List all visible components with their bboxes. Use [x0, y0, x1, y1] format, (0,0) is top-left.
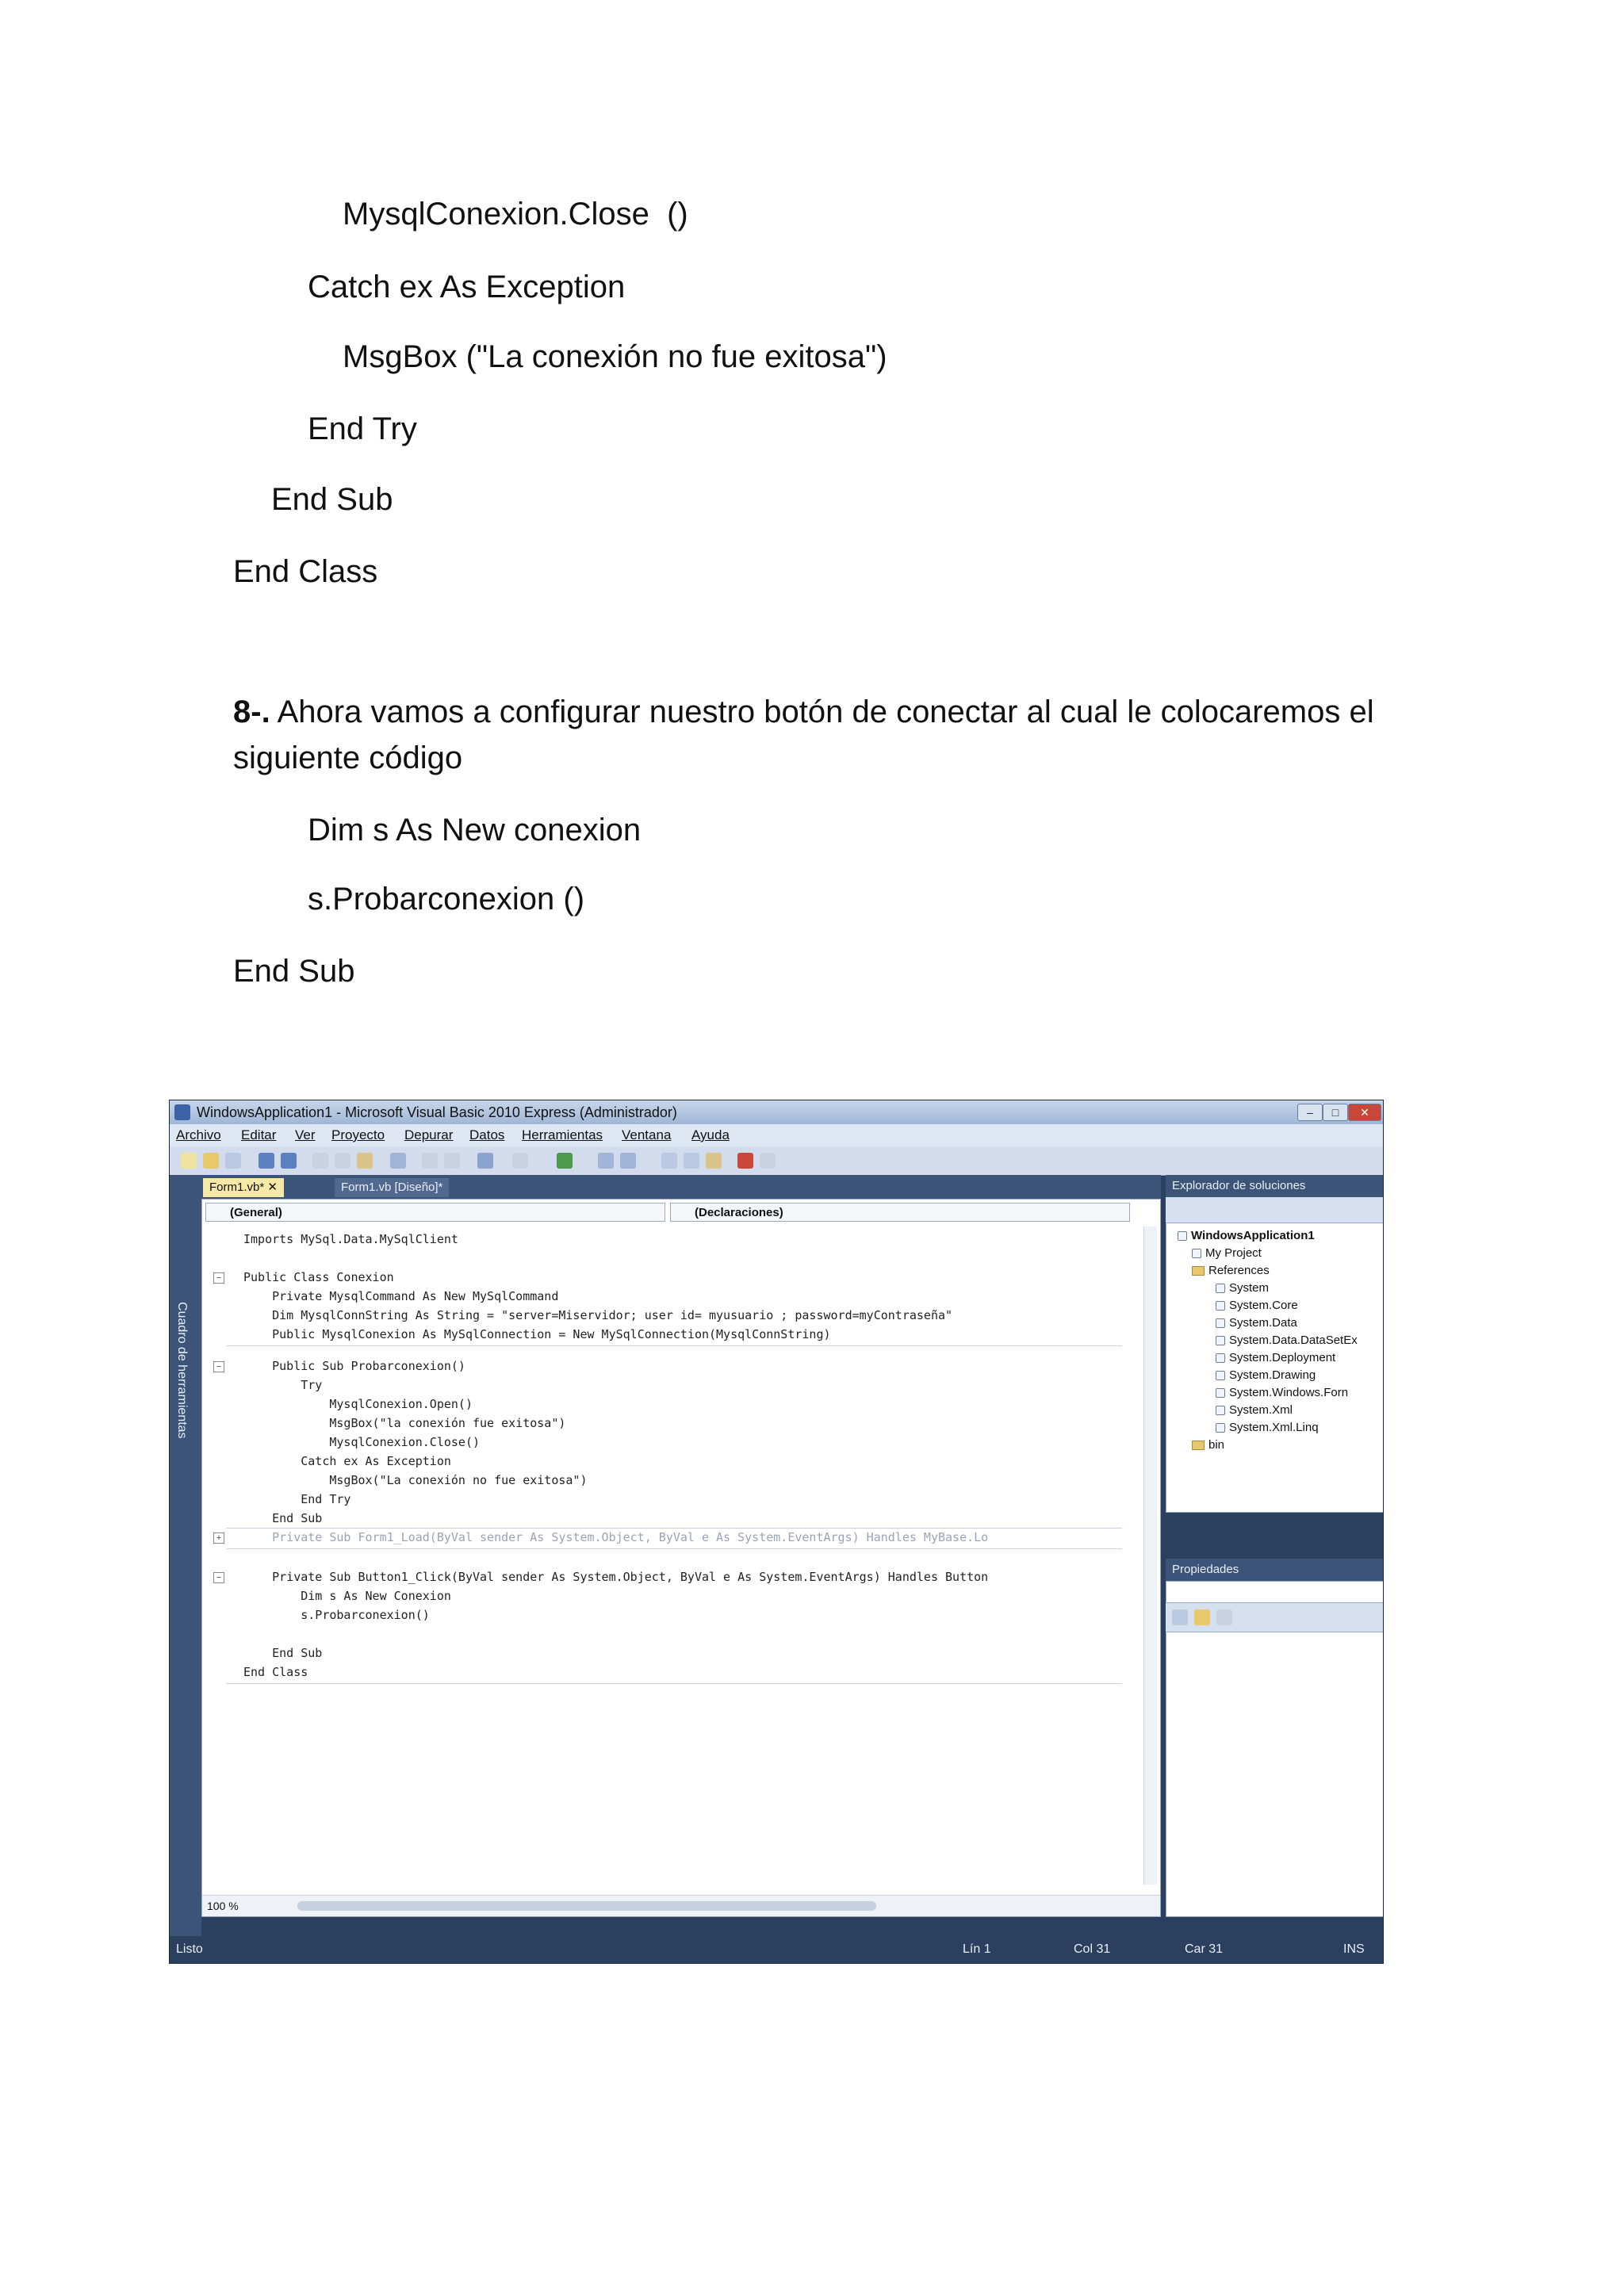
tree-item-reference[interactable]: System.Core: [1216, 1298, 1298, 1314]
reference-icon: [1216, 1284, 1225, 1293]
vb-app-icon: [174, 1104, 190, 1120]
add-item-icon[interactable]: [225, 1153, 241, 1169]
categorized-icon[interactable]: [1172, 1609, 1188, 1625]
dropdown-arrow-icon[interactable]: [760, 1153, 776, 1169]
copy-icon[interactable]: [335, 1153, 350, 1169]
reference-icon: [1216, 1336, 1225, 1345]
code-line: MsgBox("la conexión fue exitosa"): [243, 1416, 566, 1430]
code-line: MysqlConexion.Open(): [243, 1397, 473, 1411]
properties-icon[interactable]: [684, 1153, 699, 1169]
ide-screenshot: [169, 1100, 1384, 1964]
code-line-close: MysqlConexion.Close (): [343, 197, 688, 232]
menu-proyecto[interactable]: Proyecto: [331, 1127, 385, 1142]
tree-item-reference[interactable]: System.Deployment: [1216, 1350, 1335, 1366]
code-line: End Class: [243, 1665, 308, 1679]
code-line-end-sub-2: End Sub: [233, 954, 355, 989]
zoom-level[interactable]: 100 %: [207, 1900, 239, 1912]
menu-ver[interactable]: Ver: [295, 1127, 316, 1142]
bin-folder-icon: [1192, 1441, 1205, 1450]
new-project-icon[interactable]: [181, 1153, 197, 1169]
paste-icon[interactable]: [357, 1153, 373, 1169]
code-line: End Try: [243, 1492, 351, 1506]
status-bar: [170, 1936, 1383, 1963]
horizontal-scrollbar[interactable]: [297, 1901, 876, 1911]
tree-item-project[interactable]: WindowsApplication1: [1178, 1228, 1315, 1244]
fold-toggle-icon[interactable]: −: [213, 1572, 224, 1583]
editor-footer: [202, 1895, 1160, 1916]
code-line-dim: Dim s As New conexion: [308, 813, 642, 848]
find-icon[interactable]: [390, 1153, 406, 1169]
comment-icon[interactable]: [422, 1153, 438, 1169]
menu-editar[interactable]: Editar: [241, 1127, 277, 1142]
code-line-end-sub: End Sub: [271, 482, 393, 517]
status-ready: Listo: [176, 1942, 203, 1956]
step-icon[interactable]: [598, 1153, 614, 1169]
save-all-icon[interactable]: [281, 1153, 297, 1169]
start-debug-icon[interactable]: [557, 1153, 573, 1169]
code-line: MsgBox("La conexión no fue exitosa"): [243, 1473, 588, 1487]
menu-herramientas[interactable]: Herramientas: [522, 1127, 603, 1142]
my-project-icon: [1192, 1249, 1201, 1258]
tree-item-reference[interactable]: System.Xml: [1216, 1402, 1293, 1418]
save-icon[interactable]: [259, 1153, 274, 1169]
tree-item-reference[interactable]: System.Data: [1216, 1315, 1297, 1331]
title-bar: [170, 1100, 1383, 1124]
code-editor[interactable]: [201, 1199, 1161, 1917]
reference-icon: [1216, 1371, 1225, 1380]
code-line: s.Probarconexion(): [243, 1608, 430, 1622]
vertical-scrollbar[interactable]: [1143, 1226, 1157, 1885]
tab-form1-vb[interactable]: [203, 1178, 284, 1197]
fold-toggle-icon[interactable]: −: [213, 1361, 224, 1372]
tree-item-bin[interactable]: bin: [1192, 1437, 1224, 1453]
reference-icon: [1216, 1301, 1225, 1311]
toolbar: [170, 1146, 1383, 1176]
status-col: Col 31: [1074, 1942, 1111, 1956]
toolbox-label: Cuadro de herramientas: [175, 1302, 189, 1439]
tree-item-reference[interactable]: System: [1216, 1280, 1269, 1296]
declarations-combo[interactable]: (Declaraciones): [670, 1203, 1130, 1222]
separator: [226, 1548, 1122, 1549]
status-car: Car 31: [1185, 1942, 1224, 1956]
code-line: Private Sub Button1_Click(ByVal sender As System.Object, ByVal e As System.EventArgs) Handles Button: [243, 1570, 989, 1584]
code-line-probar: s.Probarconexion (): [308, 882, 585, 916]
code-line-end-class: End Class: [233, 554, 378, 589]
tree-item-reference[interactable]: System.Drawing: [1216, 1368, 1316, 1383]
fold-toggle-icon[interactable]: −: [213, 1272, 224, 1284]
step-text: Ahora vamos a configurar nuestro botón de conectar al cual le colocaremos el siguiente código: [233, 695, 1374, 775]
tree-item-reference[interactable]: System.Windows.Forn: [1216, 1385, 1348, 1401]
menu-ayuda[interactable]: Ayuda: [691, 1127, 730, 1142]
reference-icon: [1216, 1423, 1225, 1433]
code-line: Private Sub Form1_Load(ByVal sender As System.Object, ByVal e As System.EventArgs) Handles MyBase.Lo: [243, 1530, 989, 1544]
tree-item-references[interactable]: References: [1192, 1263, 1270, 1279]
menu-archivo[interactable]: Archivo: [176, 1127, 221, 1142]
solution-tree[interactable]: [1166, 1223, 1384, 1513]
code-line: MysqlConexion.Close(): [243, 1435, 481, 1449]
document-tabs: [201, 1175, 1161, 1199]
cut-icon[interactable]: [312, 1153, 328, 1169]
alphabetical-icon[interactable]: [1194, 1609, 1210, 1625]
code-line: Public Sub Probarconexion(): [243, 1359, 465, 1373]
properties-object-select[interactable]: [1166, 1581, 1384, 1603]
reference-icon: [1216, 1353, 1225, 1363]
toolbox-icon[interactable]: [706, 1153, 722, 1169]
code-area[interactable]: [202, 1226, 1130, 1885]
reference-icon: [1216, 1388, 1225, 1398]
menu-datos[interactable]: Datos: [469, 1127, 505, 1142]
close-button[interactable]: ✕: [1348, 1104, 1381, 1121]
redo-icon[interactable]: [512, 1153, 528, 1169]
code-line: Private MysqlCommand As New MySqlCommand: [243, 1289, 559, 1303]
status-mode: INS: [1343, 1942, 1365, 1956]
toolbox-strip[interactable]: [170, 1175, 201, 1936]
minimize-button[interactable]: –: [1297, 1104, 1323, 1121]
reference-icon: [1216, 1406, 1225, 1415]
properties-toolbar: [1166, 1603, 1384, 1632]
uncomment-icon[interactable]: [444, 1153, 460, 1169]
separator: [226, 1345, 1122, 1346]
property-pages-icon[interactable]: [1216, 1609, 1232, 1625]
tab-form1-vb-label: Form1.vb*: [209, 1181, 265, 1194]
window-title: WindowsApplication1 - Microsoft Visual Basic 2010 Express (Administrador): [197, 1104, 677, 1120]
code-line: Dim s As New Conexion: [243, 1589, 451, 1603]
references-folder-icon: [1192, 1266, 1205, 1276]
project-icon: [1178, 1231, 1187, 1241]
solution-explorer-header: Explorador de soluciones: [1166, 1175, 1384, 1197]
tree-item-reference[interactable]: System.Data.DataSetEx: [1216, 1333, 1358, 1349]
general-combo[interactable]: (General): [205, 1203, 665, 1222]
menu-ventana[interactable]: Ventana: [622, 1127, 672, 1142]
code-line: Catch ex As Exception: [243, 1454, 451, 1468]
reference-icon: [1216, 1318, 1225, 1328]
options-icon[interactable]: [737, 1153, 753, 1169]
code-line: Imports MySql.Data.MySqlClient: [243, 1232, 458, 1246]
fold-toggle-icon[interactable]: +: [213, 1533, 224, 1544]
menu-bar: [170, 1124, 1383, 1146]
open-icon[interactable]: [203, 1153, 219, 1169]
code-line: Public Class Conexion: [243, 1270, 394, 1284]
close-tab-icon[interactable]: ✕: [267, 1181, 278, 1194]
tree-item-my-project[interactable]: My Project: [1192, 1246, 1262, 1261]
solution-explorer-toolbar: [1166, 1197, 1384, 1223]
breakpoint-icon[interactable]: [620, 1153, 636, 1169]
code-line: Public MysqlConexion As MySqlConnection = New MySqlConnection(MysqlConnString): [243, 1327, 831, 1341]
tab-form1-design[interactable]: Form1.vb [Diseño]*: [335, 1178, 449, 1197]
separator: [226, 1683, 1122, 1684]
properties-grid[interactable]: [1166, 1632, 1384, 1917]
code-line: Dim MysqlConnString As String = "server=Miservidor; user id= myusuario ; password=myContraseña": [243, 1308, 953, 1322]
status-line: Lín 1: [963, 1942, 991, 1956]
menu-depurar[interactable]: Depurar: [404, 1127, 454, 1142]
code-line: End Sub: [243, 1646, 323, 1660]
properties-header: Propiedades: [1166, 1559, 1384, 1581]
maximize-button[interactable]: □: [1323, 1104, 1348, 1121]
code-line-catch: Catch ex As Exception: [308, 270, 626, 304]
undo-icon[interactable]: [477, 1153, 493, 1169]
code-line-msgbox: MsgBox ("La conexión no fue exitosa"): [343, 339, 887, 374]
step-paragraph: [233, 689, 1391, 781]
code-line: End Sub: [243, 1511, 323, 1525]
code-line: Try: [243, 1378, 323, 1392]
code-line-end-try: End Try: [308, 411, 417, 446]
tree-item-reference[interactable]: System.Xml.Linq: [1216, 1420, 1319, 1436]
solution-explorer-icon[interactable]: [661, 1153, 677, 1169]
step-number: 8-.: [233, 695, 270, 729]
